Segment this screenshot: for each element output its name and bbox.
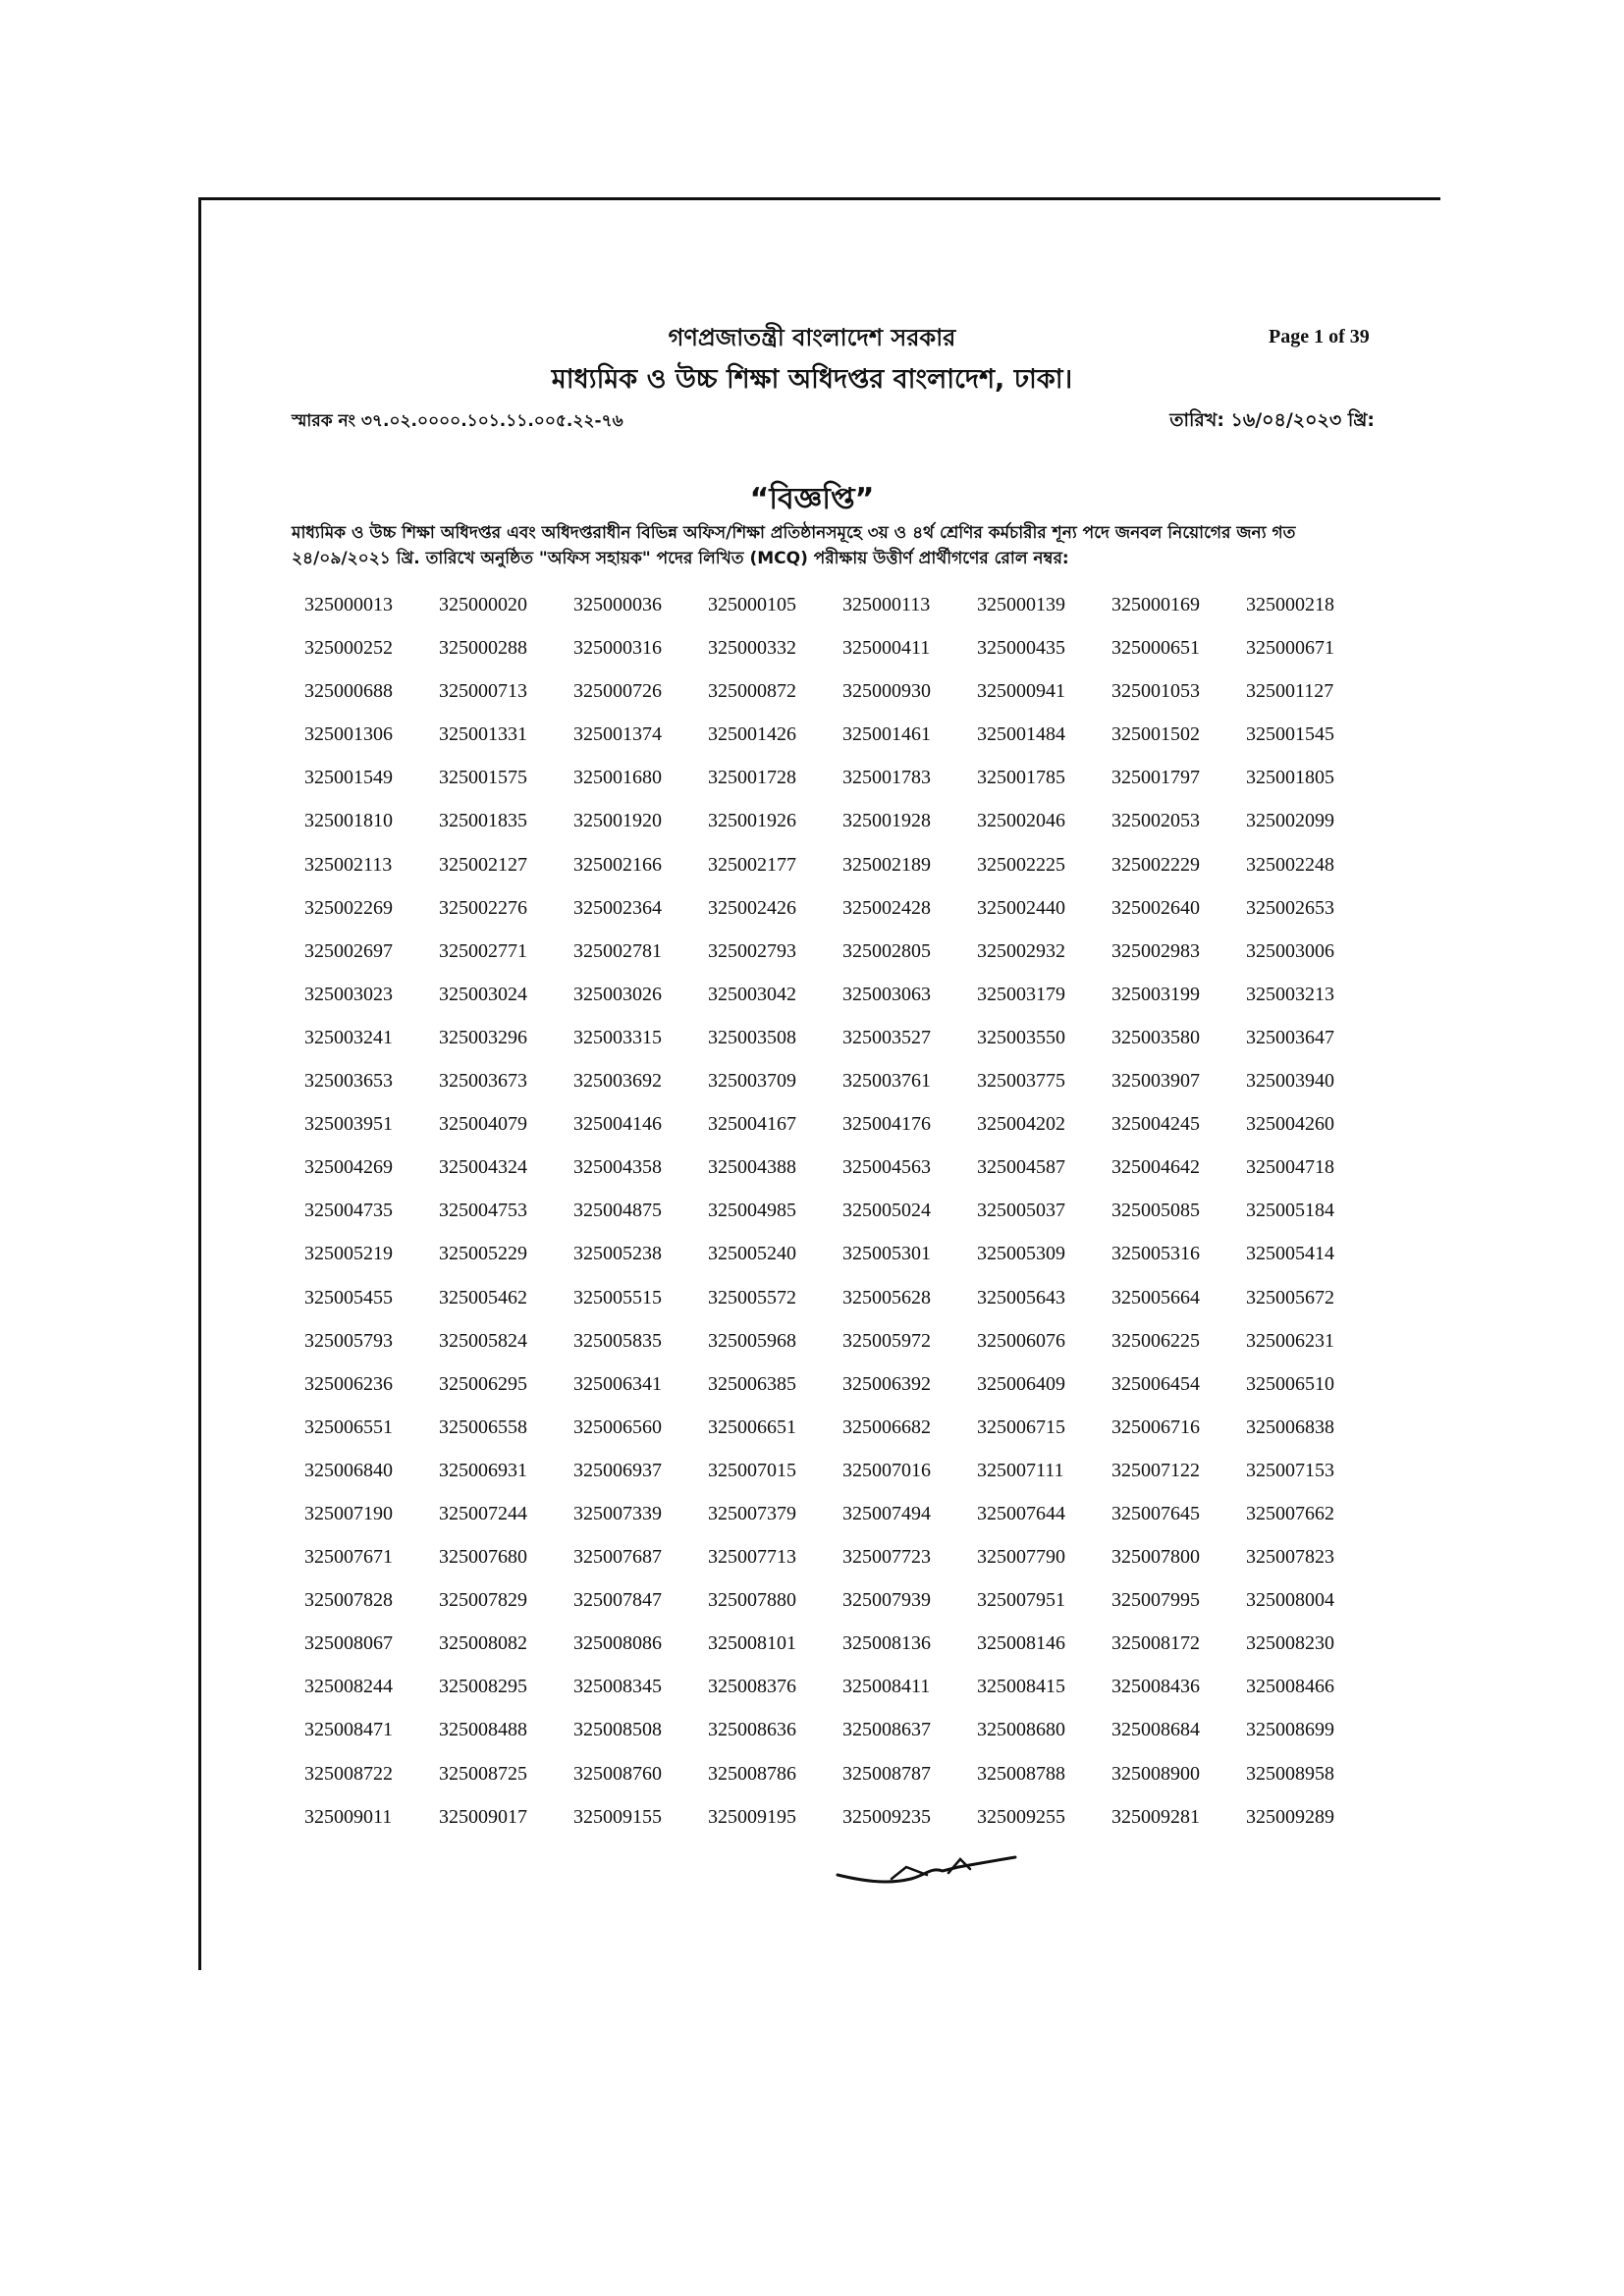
roll-number: 325000113 <box>842 594 931 615</box>
roll-number: 325004245 <box>1111 1113 1200 1136</box>
roll-number: 325001805 <box>1246 767 1334 789</box>
roll-number: 325003296 <box>439 1026 527 1048</box>
roll-number: 325007190 <box>304 1502 393 1524</box>
roll-number: 325007828 <box>304 1589 393 1612</box>
roll-number: 325002248 <box>1246 853 1334 876</box>
roll-number: 325003673 <box>439 1070 527 1093</box>
roll-number: 325008086 <box>573 1632 662 1655</box>
roll-number: 325009195 <box>708 1805 796 1828</box>
roll-number: 325002697 <box>304 939 393 962</box>
roll-number: 325007016 <box>842 1459 931 1481</box>
roll-number: 325003199 <box>1111 983 1200 1005</box>
notice-line-2: ২৪/০৯/২০২১ খ্রি. তারিখে অনুষ্ঠিত "অফিস সহায়ক" পদের লিখিত (MCQ) পরীক্ষায় উত্তীর্ণ প্রার্থীগণের রোল নম্বর: <box>292 549 1069 568</box>
roll-number: 325002046 <box>977 810 1065 832</box>
roll-number: 325005240 <box>708 1243 796 1265</box>
roll-number: 325008295 <box>439 1676 527 1698</box>
roll-number: 325008637 <box>842 1719 931 1741</box>
roll-number: 325001545 <box>1246 723 1334 746</box>
roll-number: 325008786 <box>708 1762 796 1785</box>
roll-number: 325009235 <box>842 1805 931 1828</box>
roll-number: 325002229 <box>1111 853 1200 876</box>
roll-number: 325003024 <box>439 983 527 1005</box>
roll-number: 325005184 <box>1246 1200 1334 1222</box>
signature <box>833 1845 1019 1895</box>
roll-number: 325007015 <box>708 1459 796 1481</box>
roll-number: 325000941 <box>977 680 1065 703</box>
roll-number: 325000930 <box>842 680 931 703</box>
roll-number: 325007829 <box>439 1589 527 1612</box>
roll-number-grid <box>304 593 1384 1848</box>
roll-number: 325001127 <box>1246 680 1334 703</box>
memo-number: স্মারক নং ৩৭.০২.০০০০.১০১.১১.০০৫.২২-৭৬ <box>292 411 623 431</box>
roll-number: 325008725 <box>439 1762 527 1785</box>
roll-number: 325009255 <box>977 1805 1065 1828</box>
roll-number: 325000671 <box>1246 637 1334 660</box>
roll-number: 325005968 <box>708 1329 796 1352</box>
roll-number: 325009155 <box>573 1805 662 1828</box>
roll-number: 325008244 <box>304 1676 393 1698</box>
roll-number: 325008436 <box>1111 1676 1200 1698</box>
roll-number: 325006715 <box>977 1415 1065 1438</box>
roll-number: 325003550 <box>977 1026 1065 1048</box>
roll-number: 325001331 <box>439 723 527 746</box>
roll-number: 325001484 <box>977 723 1065 746</box>
roll-number: 325001797 <box>1111 767 1200 789</box>
roll-number: 325002805 <box>842 939 931 962</box>
roll-number: 325004563 <box>842 1156 931 1179</box>
roll-number: 325003179 <box>977 983 1065 1005</box>
roll-number: 325008376 <box>708 1676 796 1698</box>
roll-number: 325008411 <box>842 1676 931 1698</box>
roll-number: 325002426 <box>708 896 796 919</box>
roll-number: 325000169 <box>1111 594 1200 615</box>
roll-number: 325002113 <box>304 853 393 876</box>
roll-number: 325003940 <box>1246 1070 1334 1093</box>
roll-number: 325004167 <box>708 1113 796 1136</box>
roll-number: 325007662 <box>1246 1502 1334 1524</box>
notice-body <box>292 520 1393 571</box>
roll-number: 325007723 <box>842 1546 931 1569</box>
roll-number: 325008146 <box>977 1632 1065 1655</box>
roll-number: 325001053 <box>1111 680 1200 703</box>
roll-number: 325006341 <box>573 1372 662 1395</box>
roll-number: 325001461 <box>842 723 931 746</box>
roll-number: 325004176 <box>842 1113 931 1136</box>
roll-number: 325002653 <box>1246 896 1334 919</box>
roll-number: 325008415 <box>977 1676 1065 1698</box>
roll-number: 325006838 <box>1246 1415 1334 1438</box>
roll-number: 325001728 <box>708 767 796 789</box>
roll-number: 325000411 <box>842 637 931 660</box>
roll-number: 325006558 <box>439 1415 527 1438</box>
roll-number: 325003315 <box>573 1026 662 1048</box>
roll-number: 325001680 <box>573 767 662 789</box>
roll-number: 325007645 <box>1111 1502 1200 1524</box>
roll-number: 325008900 <box>1111 1762 1200 1785</box>
roll-number: 325000872 <box>708 680 796 703</box>
roll-number: 325002225 <box>977 853 1065 876</box>
roll-number: 325002640 <box>1111 896 1200 919</box>
roll-number: 325004875 <box>573 1200 662 1222</box>
roll-number: 325006937 <box>573 1459 662 1481</box>
roll-number: 325002269 <box>304 896 393 919</box>
roll-number: 325005972 <box>842 1329 931 1352</box>
roll-number: 325000139 <box>977 594 1065 615</box>
roll-number: 325001785 <box>977 767 1065 789</box>
roll-number: 325006716 <box>1111 1415 1200 1438</box>
roll-number: 325005793 <box>304 1329 393 1352</box>
roll-number: 325003241 <box>304 1026 393 1048</box>
roll-number: 325001306 <box>304 723 393 746</box>
roll-number: 325002364 <box>573 896 662 919</box>
roll-number: 325006076 <box>977 1329 1065 1352</box>
roll-number: 325003580 <box>1111 1026 1200 1048</box>
roll-number: 325007823 <box>1246 1546 1334 1569</box>
roll-number: 325008488 <box>439 1719 527 1741</box>
roll-number: 325006225 <box>1111 1329 1200 1352</box>
roll-number: 325008958 <box>1246 1762 1334 1785</box>
roll-number: 325003761 <box>842 1070 931 1093</box>
roll-number: 325008082 <box>439 1632 527 1655</box>
roll-number: 325000020 <box>439 594 527 615</box>
roll-number: 325001928 <box>842 810 931 832</box>
roll-number: 325000651 <box>1111 637 1200 660</box>
roll-number: 325002127 <box>439 853 527 876</box>
roll-number: 325004642 <box>1111 1156 1200 1179</box>
roll-number: 325002189 <box>842 853 931 876</box>
roll-number: 325007687 <box>573 1546 662 1569</box>
roll-number: 325003647 <box>1246 1026 1334 1048</box>
roll-number: 325007995 <box>1111 1589 1200 1612</box>
roll-number: 325001926 <box>708 810 796 832</box>
roll-number: 325005628 <box>842 1286 931 1308</box>
roll-number: 325005515 <box>573 1286 662 1308</box>
roll-number: 325003653 <box>304 1070 393 1093</box>
roll-number: 325007790 <box>977 1546 1065 1569</box>
roll-number: 325003951 <box>304 1113 393 1136</box>
roll-number: 325005229 <box>439 1243 527 1265</box>
roll-number: 325008466 <box>1246 1676 1334 1698</box>
roll-number: 325005672 <box>1246 1286 1334 1308</box>
roll-number: 325001810 <box>304 810 393 832</box>
roll-number: 325002932 <box>977 939 1065 962</box>
roll-number: 325006931 <box>439 1459 527 1481</box>
department-title: মাধ্যমিক ও উচ্চ শিক্ষা অধিদপ্তর বাংলাদেশ, ঢাকা। <box>551 364 1073 395</box>
roll-number: 325000013 <box>304 594 393 615</box>
roll-number: 325009011 <box>304 1805 393 1828</box>
roll-number: 325002983 <box>1111 939 1200 962</box>
roll-number: 325008230 <box>1246 1632 1334 1655</box>
roll-number: 325005301 <box>842 1243 931 1265</box>
roll-number: 325000726 <box>573 680 662 703</box>
roll-number: 325006840 <box>304 1459 393 1481</box>
roll-number: 325005824 <box>439 1329 527 1352</box>
roll-number: 325008787 <box>842 1762 931 1785</box>
roll-number: 325003063 <box>842 983 931 1005</box>
page-border-top <box>198 197 1440 200</box>
roll-number: 325004202 <box>977 1113 1065 1136</box>
roll-number: 325004753 <box>439 1200 527 1222</box>
roll-number: 325007880 <box>708 1589 796 1612</box>
roll-number: 325008684 <box>1111 1719 1200 1741</box>
roll-number: 325006682 <box>842 1415 931 1438</box>
roll-number: 325005238 <box>573 1243 662 1265</box>
roll-number: 325003213 <box>1246 983 1334 1005</box>
roll-number: 325000218 <box>1246 594 1334 615</box>
roll-number: 325002053 <box>1111 810 1200 832</box>
roll-number: 325002166 <box>573 853 662 876</box>
roll-number: 325003709 <box>708 1070 796 1093</box>
roll-number: 325007244 <box>439 1502 527 1524</box>
roll-number: 325002793 <box>708 939 796 962</box>
roll-number: 325007153 <box>1246 1459 1334 1481</box>
roll-number: 325008508 <box>573 1719 662 1741</box>
roll-number: 325005462 <box>439 1286 527 1308</box>
roll-number: 325003508 <box>708 1026 796 1048</box>
roll-number: 325002771 <box>439 939 527 962</box>
roll-number: 325003023 <box>304 983 393 1005</box>
roll-number: 325007800 <box>1111 1546 1200 1569</box>
roll-number: 325004146 <box>573 1113 662 1136</box>
roll-number: 325000316 <box>573 637 662 660</box>
notice-line-1: মাধ্যমিক ও উচ্চ শিক্ষা অধিদপ্তর এবং অধিদপ্তরাধীন বিভিন্ন অফিস/শিক্ষা প্রতিষ্ঠানসমূহে ৩য় ও ৪র্থ শ্রেণির কর্মচারীর শূন্য পদে জনবল নিয়োগের জন্য গত <box>292 523 1296 543</box>
roll-number: 325002781 <box>573 939 662 962</box>
roll-number: 325005572 <box>708 1286 796 1308</box>
roll-number: 325008760 <box>573 1762 662 1785</box>
roll-number: 325006560 <box>573 1415 662 1438</box>
roll-number: 325005037 <box>977 1200 1065 1222</box>
roll-number: 325002099 <box>1246 810 1334 832</box>
roll-number: 325000036 <box>573 594 662 615</box>
roll-number: 325008345 <box>573 1676 662 1698</box>
roll-number: 325007680 <box>439 1546 527 1569</box>
government-title: গণপ্রজাতন্ত্রী বাংলাদেশ সরকার <box>668 324 956 351</box>
roll-number: 325007644 <box>977 1502 1065 1524</box>
roll-number: 325007111 <box>977 1459 1064 1481</box>
roll-number: 325007339 <box>573 1502 662 1524</box>
roll-number: 325004358 <box>573 1156 662 1179</box>
roll-number: 325005664 <box>1111 1286 1200 1308</box>
roll-number: 325006236 <box>304 1372 393 1395</box>
roll-number: 325001783 <box>842 767 931 789</box>
roll-number: 325005024 <box>842 1200 931 1222</box>
roll-number: 325007494 <box>842 1502 931 1524</box>
roll-number: 325006551 <box>304 1415 393 1438</box>
notice-title: “বিজ্ঞপ্তি” <box>749 482 875 516</box>
roll-number: 325008788 <box>977 1762 1065 1785</box>
roll-number: 325009281 <box>1111 1805 1200 1828</box>
roll-number: 325009289 <box>1246 1805 1334 1828</box>
roll-number: 325009017 <box>439 1805 527 1828</box>
roll-number: 325006510 <box>1246 1372 1334 1395</box>
roll-number: 325008067 <box>304 1632 393 1655</box>
roll-number: 325003775 <box>977 1070 1065 1093</box>
roll-number: 325000332 <box>708 637 796 660</box>
roll-number: 325008101 <box>708 1632 796 1655</box>
roll-number: 325001835 <box>439 810 527 832</box>
roll-number: 325008722 <box>304 1762 393 1785</box>
roll-number: 325004587 <box>977 1156 1065 1179</box>
roll-number: 325005219 <box>304 1243 393 1265</box>
roll-number: 325004985 <box>708 1200 796 1222</box>
roll-number: 325002428 <box>842 896 931 919</box>
roll-number: 325002177 <box>708 853 796 876</box>
roll-number: 325005414 <box>1246 1243 1334 1265</box>
roll-number: 325007939 <box>842 1589 931 1612</box>
roll-number: 325004269 <box>304 1156 393 1179</box>
roll-number: 325005085 <box>1111 1200 1200 1222</box>
roll-number: 325005316 <box>1111 1243 1200 1265</box>
roll-number: 325008004 <box>1246 1589 1334 1612</box>
roll-number: 325005309 <box>977 1243 1065 1265</box>
roll-number: 325004260 <box>1246 1113 1334 1136</box>
roll-number: 325007379 <box>708 1502 796 1524</box>
roll-number: 325001920 <box>573 810 662 832</box>
roll-number: 325007122 <box>1111 1459 1200 1481</box>
roll-number: 325002440 <box>977 896 1065 919</box>
roll-number: 325002276 <box>439 896 527 919</box>
roll-number: 325004324 <box>439 1156 527 1179</box>
roll-number: 325003692 <box>573 1070 662 1093</box>
roll-number: 325006651 <box>708 1415 796 1438</box>
roll-number: 325008680 <box>977 1719 1065 1741</box>
roll-number: 325001374 <box>573 723 662 746</box>
page-border-left <box>198 197 201 1970</box>
roll-number: 325001426 <box>708 723 796 746</box>
roll-number: 325005455 <box>304 1286 393 1308</box>
roll-number: 325000435 <box>977 637 1065 660</box>
roll-number: 325003026 <box>573 983 662 1005</box>
issue-date: তারিখ: ১৬/০৪/২০২৩ খ্রি: <box>1169 409 1375 431</box>
roll-number: 325004388 <box>708 1156 796 1179</box>
roll-number: 325006295 <box>439 1372 527 1395</box>
roll-number: 325007713 <box>708 1546 796 1569</box>
roll-number: 325005835 <box>573 1329 662 1352</box>
roll-number: 325004718 <box>1246 1156 1334 1179</box>
roll-number: 325008172 <box>1111 1632 1200 1655</box>
roll-number: 325008699 <box>1246 1719 1334 1741</box>
roll-number: 325000105 <box>708 594 796 615</box>
roll-number: 325003527 <box>842 1026 931 1048</box>
roll-number: 325008136 <box>842 1632 931 1655</box>
roll-number: 325006385 <box>708 1372 796 1395</box>
roll-number: 325003042 <box>708 983 796 1005</box>
roll-number: 325000713 <box>439 680 527 703</box>
roll-number: 325001502 <box>1111 723 1200 746</box>
page-number: Page 1 of 39 <box>1269 326 1370 347</box>
roll-number: 325001575 <box>439 767 527 789</box>
roll-number: 325004735 <box>304 1200 393 1222</box>
roll-number: 325006392 <box>842 1372 931 1395</box>
roll-number: 325001549 <box>304 767 393 789</box>
roll-number: 325003006 <box>1246 939 1334 962</box>
roll-number: 325006231 <box>1246 1329 1334 1352</box>
roll-number: 325004079 <box>439 1113 527 1136</box>
roll-number: 325007951 <box>977 1589 1065 1612</box>
roll-number: 325003907 <box>1111 1070 1200 1093</box>
roll-number: 325007847 <box>573 1589 662 1612</box>
roll-number: 325005643 <box>977 1286 1065 1308</box>
roll-number: 325007671 <box>304 1546 393 1569</box>
roll-number: 325000288 <box>439 637 527 660</box>
roll-number: 325000688 <box>304 680 393 703</box>
roll-number: 325006454 <box>1111 1372 1200 1395</box>
roll-number: 325008471 <box>304 1719 393 1741</box>
roll-number: 325008636 <box>708 1719 796 1741</box>
roll-number: 325000252 <box>304 637 393 660</box>
roll-number: 325006409 <box>977 1372 1065 1395</box>
